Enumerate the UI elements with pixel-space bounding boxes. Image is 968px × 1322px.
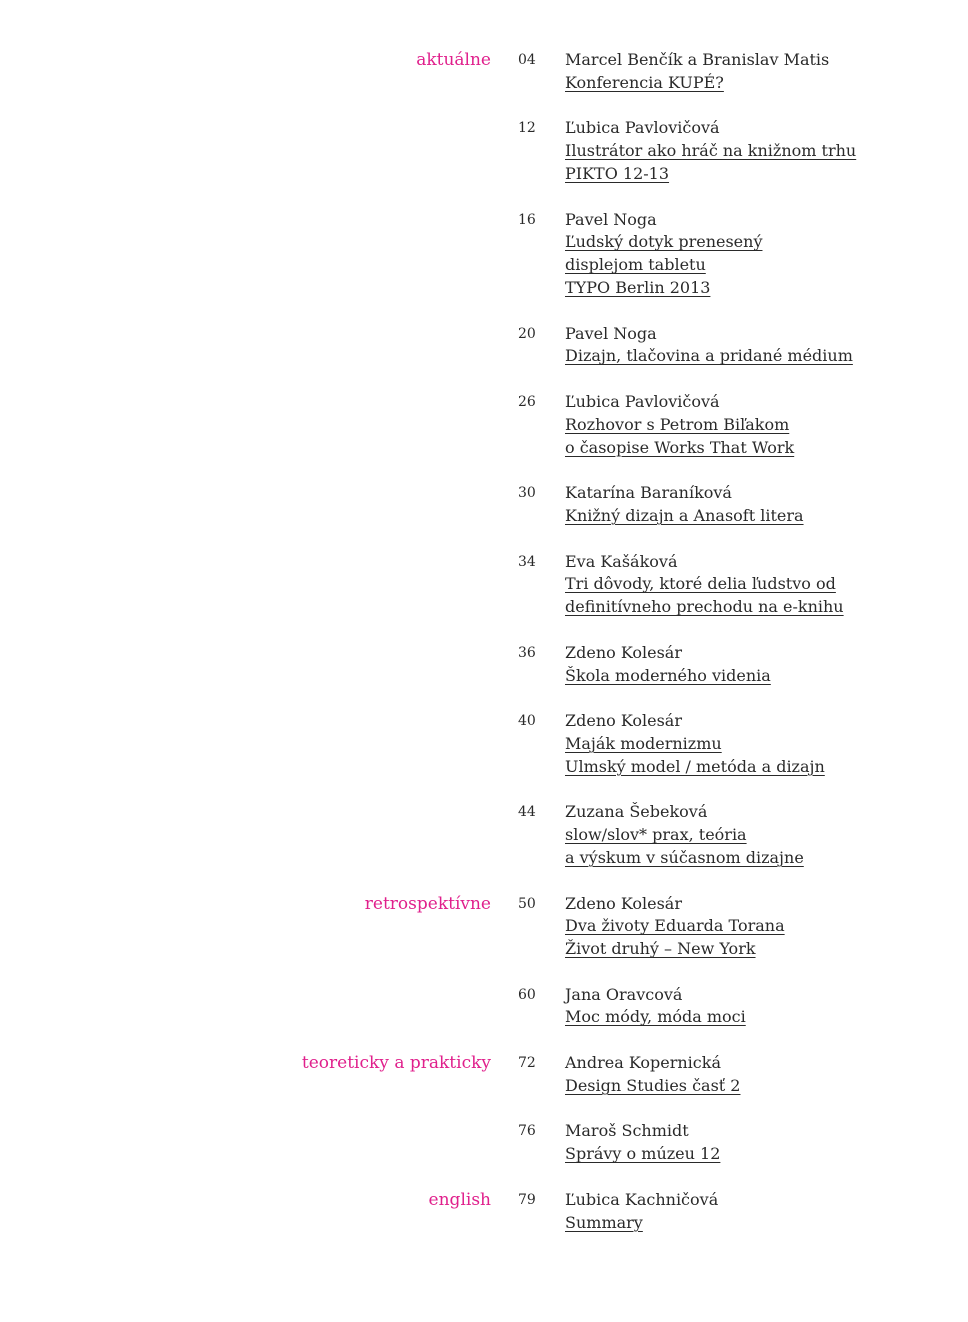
article-title-link[interactable]: Summary [565, 1212, 643, 1232]
author-name: Ľubica Pavlovičová [565, 118, 720, 138]
article-title-link[interactable]: Design Studies časť 2 [565, 1075, 741, 1095]
article-title-link[interactable]: Škola moderného videnia [565, 665, 771, 685]
article-title-link[interactable]: o časopise Works That Work [565, 437, 795, 457]
table-of-contents [0, 49, 968, 1257]
author-name: Pavel Noga [565, 209, 657, 229]
article-title-link[interactable]: slow/slov* prax, teória [565, 825, 747, 845]
author-name: Jana Oravcová [565, 984, 683, 1004]
article-title-link[interactable]: displejom tabletu [565, 255, 706, 275]
entry-text [565, 391, 965, 459]
author-name: Zdeno Kolesár [565, 642, 682, 662]
section-heading: english [428, 1189, 491, 1210]
article-title-link[interactable]: Konferencia KUPÉ? [565, 72, 724, 92]
article-title-link[interactable]: Maják modernizmu [565, 733, 722, 753]
article-title-link[interactable]: Život druhý – New York [565, 939, 756, 959]
entry-text [565, 209, 965, 300]
article-title-link[interactable]: Správy o múzeu 12 [565, 1144, 721, 1164]
section-heading: retrospektívne [364, 893, 491, 914]
article-title-link[interactable]: Moc módy, móda moci [565, 1007, 746, 1027]
author-name: Marcel Benčík a Branislav Matis [565, 50, 830, 69]
section-heading: aktuálne [416, 50, 491, 70]
article-title-link[interactable]: Tri dôvody, ktoré delia ľudstvo od [565, 574, 836, 594]
toc-entry [0, 482, 968, 550]
page-number: 36 [518, 644, 536, 661]
page-number: 44 [518, 804, 536, 821]
page-number: 26 [518, 393, 536, 410]
author-name: Pavel Noga [565, 323, 657, 343]
toc-entry [0, 551, 968, 642]
toc-entry [0, 1052, 968, 1120]
entry-text [565, 117, 965, 185]
toc-entry [0, 209, 968, 323]
page-number: 60 [518, 986, 536, 1003]
toc-entry [0, 391, 968, 482]
article-title-link[interactable]: Ilustrátor ako hráč na knižnom trhu [565, 141, 857, 161]
entry-text [565, 323, 965, 369]
author-name: Ľubica Pavlovičová [565, 391, 720, 411]
toc-entry [0, 1120, 968, 1188]
entry-text [565, 1052, 965, 1098]
page-number: 76 [518, 1123, 536, 1140]
entry-text [565, 551, 965, 619]
entry-text [565, 710, 965, 778]
page-number: 40 [518, 713, 536, 730]
article-title-link[interactable]: Ulmský model / metóda a dizajn [565, 756, 825, 776]
page-number: 20 [518, 325, 536, 342]
author-name: Ľubica Kachničová [565, 1189, 719, 1209]
article-title-link[interactable]: Ľudský dotyk prenesený [565, 232, 763, 252]
article-title-link[interactable]: PIKTO 12-13 [565, 163, 670, 183]
entry-text [565, 984, 965, 1030]
article-title-link[interactable]: Rozhovor s Petrom Biľakom [565, 414, 790, 434]
entry-text [565, 893, 965, 961]
article-title-link[interactable]: Knižný dizajn a Anasoft litera [565, 505, 804, 525]
page-number: 04 [518, 52, 536, 68]
toc-entry [0, 801, 968, 892]
article-title-link[interactable]: Dva životy Eduarda Torana [565, 916, 785, 936]
entry-text [565, 642, 965, 688]
page-number: 30 [518, 485, 536, 502]
author-name: Eva Kašáková [565, 551, 678, 571]
article-title-link[interactable]: TYPO Berlin 2013 [565, 277, 711, 297]
author-name: Zuzana Šebeková [565, 802, 708, 822]
page-number: 16 [518, 211, 536, 228]
toc-entry [0, 984, 968, 1052]
page-number: 34 [518, 553, 536, 570]
entry-text [565, 482, 965, 528]
article-title-link[interactable]: Dizajn, tlačovina a pridané médium [565, 346, 853, 366]
toc-entry [0, 323, 968, 391]
toc-entry [0, 117, 968, 208]
page-number: 12 [518, 120, 536, 137]
entry-text [565, 801, 965, 869]
toc-entry [0, 1189, 968, 1257]
toc-entry [0, 710, 968, 801]
section-heading: teoreticky a prakticky [301, 1053, 491, 1074]
entry-text [565, 49, 965, 95]
page-number: 79 [518, 1191, 536, 1208]
entry-text [565, 1120, 965, 1166]
article-title-link[interactable]: definitívneho prechodu na e-knihu [565, 597, 844, 617]
entry-text [565, 1189, 965, 1235]
toc-entry [0, 49, 968, 117]
page-number: 50 [518, 895, 536, 912]
author-name: Maroš Schmidt [565, 1121, 689, 1141]
author-name: Zdeno Kolesár [565, 711, 682, 731]
page-number: 72 [518, 1055, 536, 1072]
author-name: Andrea Kopernická [565, 1053, 721, 1073]
toc-entry [0, 642, 968, 710]
author-name: Zdeno Kolesár [565, 893, 682, 913]
author-name: Katarína Baraníková [565, 483, 732, 503]
toc-entry [0, 893, 968, 984]
article-title-link[interactable]: a výskum v súčasnom dizajne [565, 847, 804, 867]
